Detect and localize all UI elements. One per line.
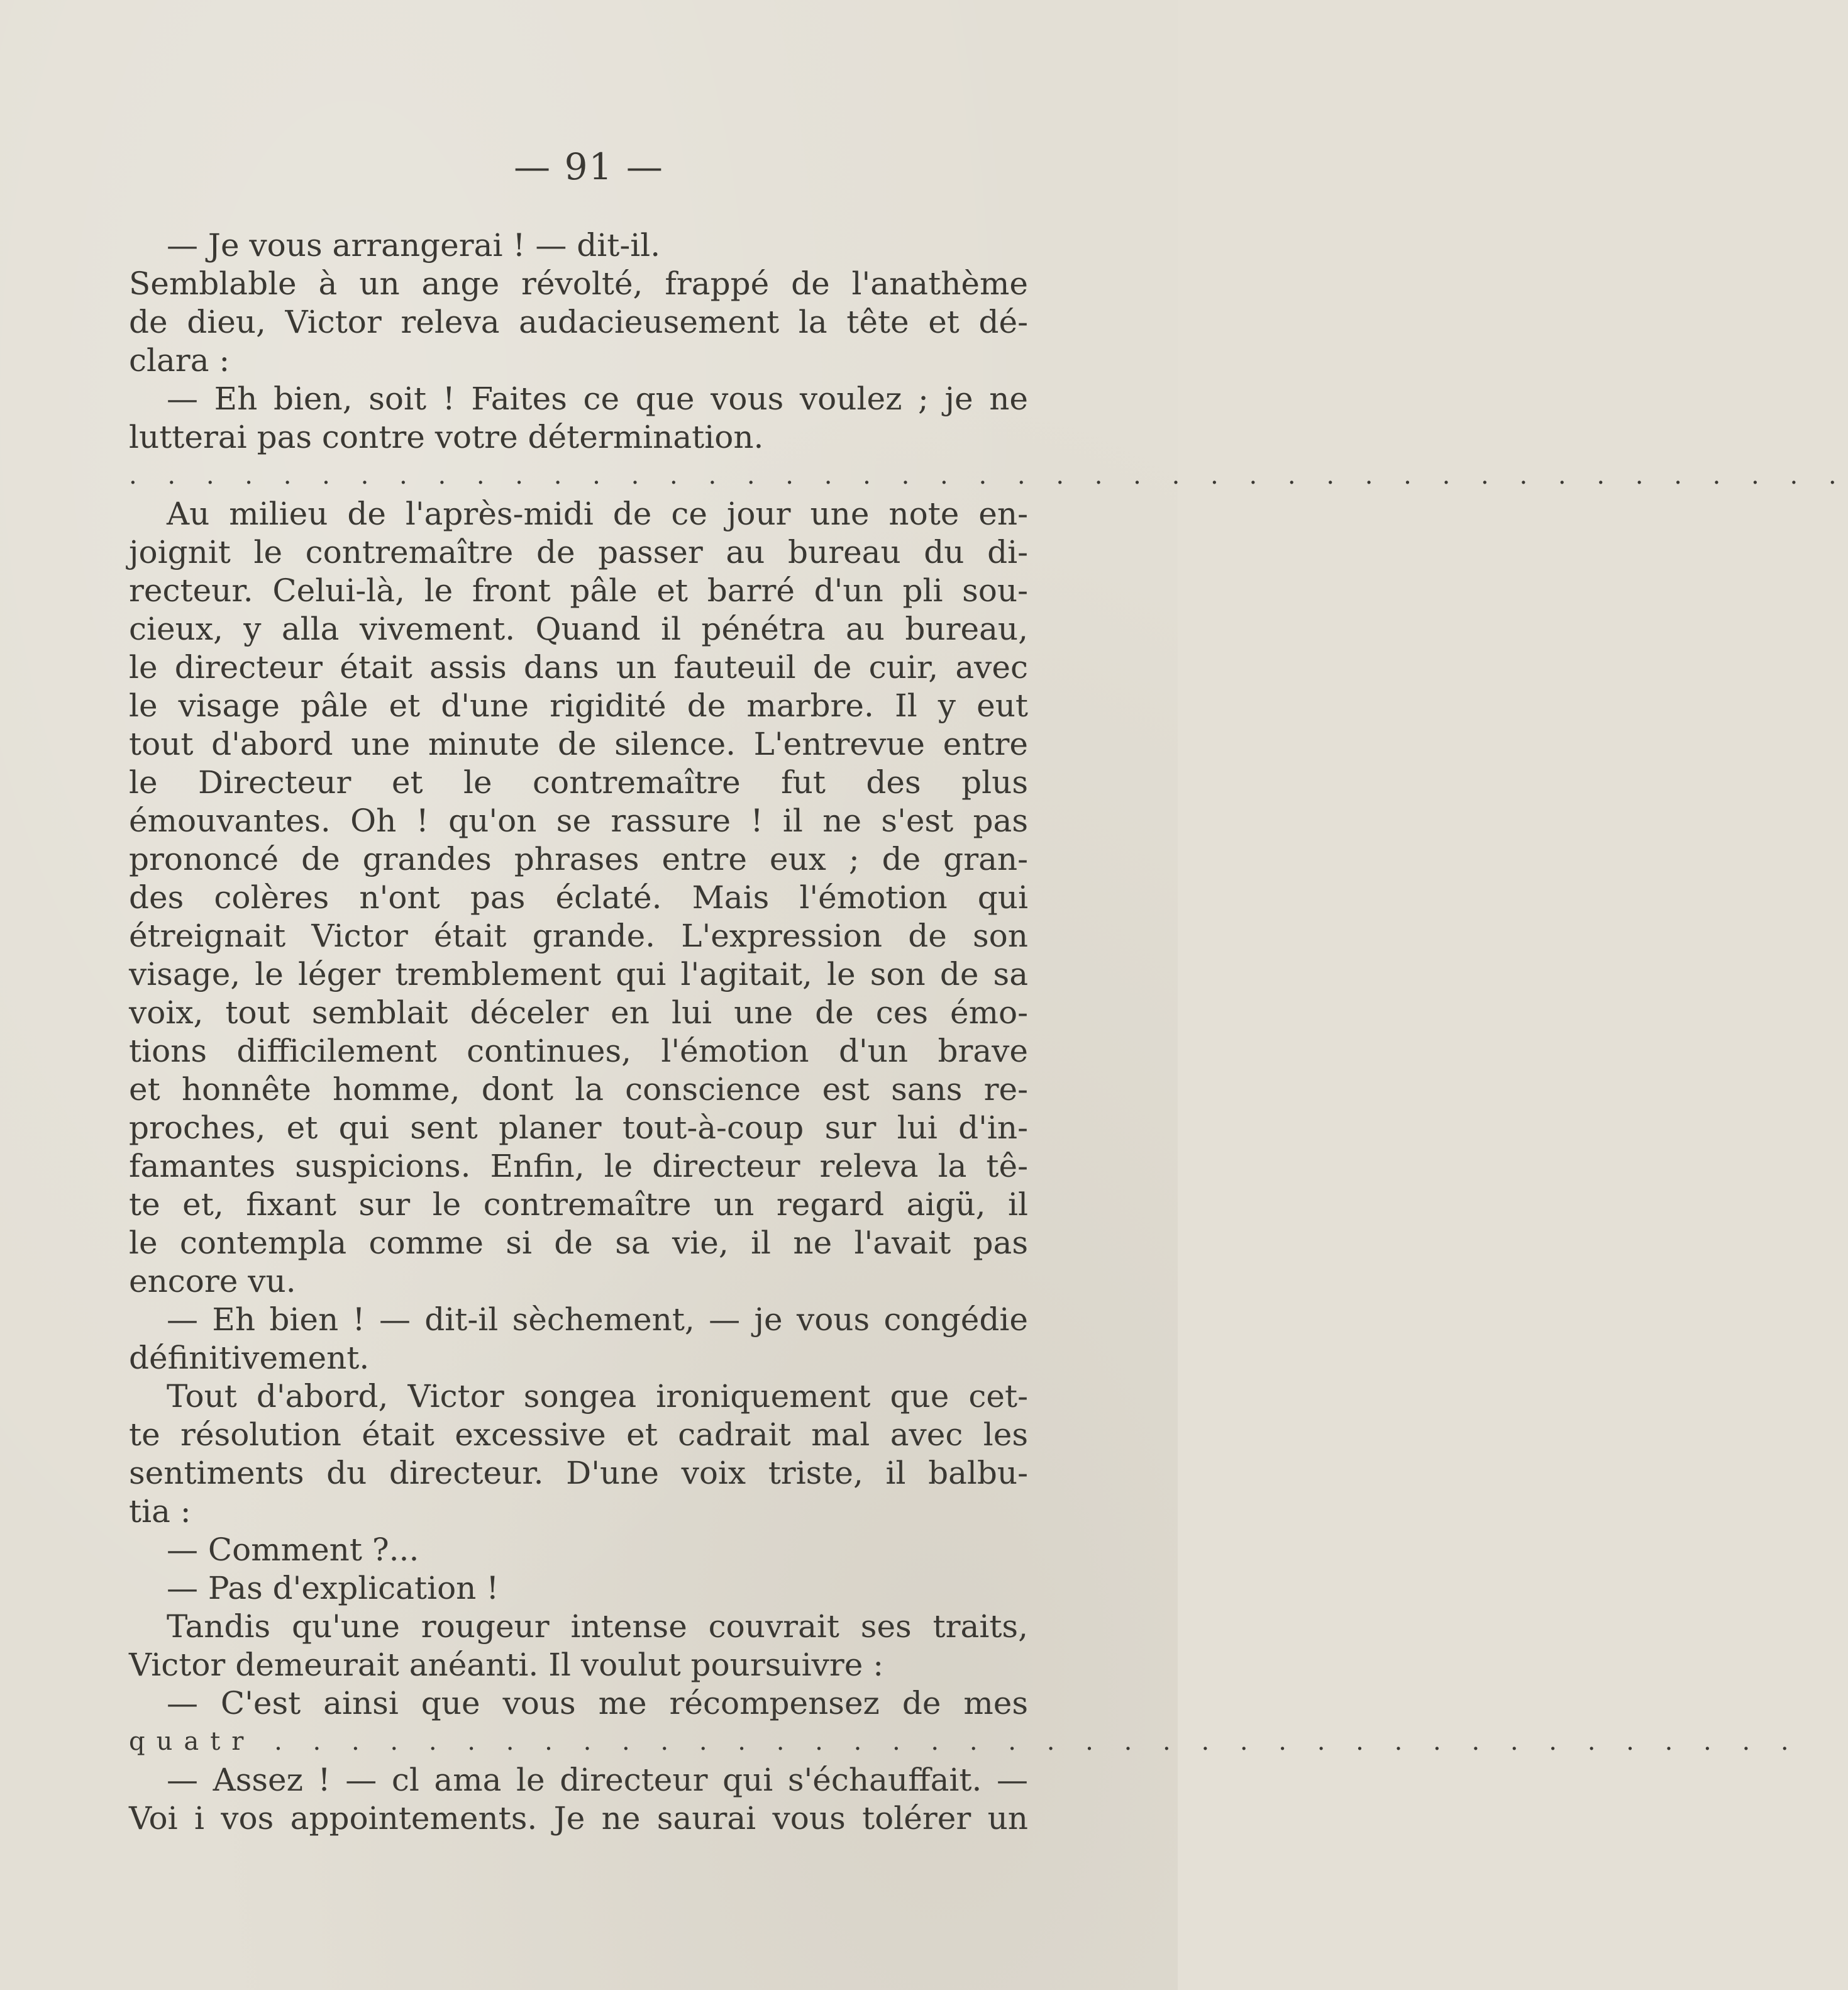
text-line: — Je vous arrangerai ! — dit-il. (167, 227, 661, 264)
text-line: joignit le contremaître de passer au bureau du di- (129, 534, 1028, 570)
text-line: des colères n'ont pas éclaté. Mais l'émotion qui (129, 879, 1028, 916)
text-line: cieux, y alla vivement. Quand il pénétra au bureau, (129, 611, 1028, 647)
text-line: le visage pâle et d'une rigidité de marbre. Il y eut (129, 687, 1028, 724)
text-line: tia : (129, 1493, 191, 1530)
text-line: — Comment ?... (167, 1531, 419, 1568)
text-line: le Directeur et le contremaître fut des plus (129, 764, 1028, 801)
text-line: encore vu. (129, 1263, 296, 1299)
text-line: tions difficilement continues, l'émotion d'un brave (129, 1033, 1028, 1069)
text-line: te résolution était excessive et cadrait mal avec les (129, 1416, 1028, 1453)
text-line: lutterai pas contre votre détermination. (129, 419, 764, 455)
text-line: et honnête homme, dont la conscience est sans re- (129, 1071, 1028, 1108)
text-line: — Pas d'explication ! (167, 1570, 499, 1606)
text-line: Voi i vos appointements. Je ne saurai vous tolérer un (129, 1800, 1028, 1837)
text-line: Tout d'abord, Victor songea ironiquement que cet- (167, 1378, 1028, 1415)
text-line: — Eh bien ! — dit-il sèchement, — je vous congédie (167, 1301, 1028, 1338)
text-line: — Assez ! — cl ama le directeur qui s'échauffait. — (167, 1762, 1028, 1798)
text-line: émouvantes. Oh ! qu'on se rassure ! il ne s'est pas (129, 803, 1028, 839)
text-line: de dieu, Victor releva audacieusement la tête et dé- (129, 304, 1028, 340)
text-line: Semblable à un ange révolté, frappé de l'anathème (129, 265, 1028, 302)
text-line: Victor demeurait anéanti. Il voulut poursuivre : (129, 1647, 884, 1683)
text-line: définitivement. (129, 1340, 370, 1376)
text-line: recteur. Celui-là, le front pâle et barré d'un pli sou- (129, 572, 1028, 609)
text-line: voix, tout semblait déceler en lui une de ces émo- (129, 994, 1028, 1031)
text-line: sentiments du directeur. D'une voix triste, il balbu- (129, 1455, 1028, 1491)
text-line: Tandis qu'une rougeur intense couvrait ses traits, (167, 1608, 1028, 1645)
text-line: visage, le léger tremblement qui l'agitait, le son de sa (129, 956, 1028, 992)
ellipsis-line: . . . . . . . . . . . . . . . . . . . . . . . . . . . . . . . . . . . . . . . . . . . . . (129, 461, 1848, 490)
text-line: étreignait Victor était grande. L'expression de son (129, 918, 1028, 954)
text-line: prononcé de grandes phrases entre eux ; de gran- (129, 841, 1028, 877)
text-line: te et, fixant sur le contremaître un regard aigü, il (129, 1186, 1028, 1223)
text-line: le directeur était assis dans un fauteuil de cuir, avec (129, 649, 1028, 686)
text-line: — Eh bien, soit ! Faites ce que vous voulez ; je ne (167, 381, 1028, 417)
page-number: — 91 — (514, 145, 664, 188)
ellipsis-line: quatr . . . . . . . . . . . . . . . . . . . . . . . . . . . . . . . . . . . . . . . . (129, 1727, 1800, 1756)
text-line: clara : (129, 342, 230, 379)
text-line: le contempla comme si de sa vie, il ne l'avait pas (129, 1225, 1028, 1261)
text-line: tout d'abord une minute de silence. L'entrevue entre (129, 726, 1028, 762)
text-line: Au milieu de l'après-midi de ce jour une note en- (167, 496, 1028, 532)
text-line: proches, et qui sent planer tout-à-coup sur lui d'in- (129, 1109, 1028, 1146)
text-line: famantes suspicions. Enfin, le directeur releva la tê- (129, 1148, 1028, 1184)
page-body (129, 226, 1848, 1838)
text-line: — C'est ainsi que vous me récompensez de mes (167, 1685, 1028, 1721)
